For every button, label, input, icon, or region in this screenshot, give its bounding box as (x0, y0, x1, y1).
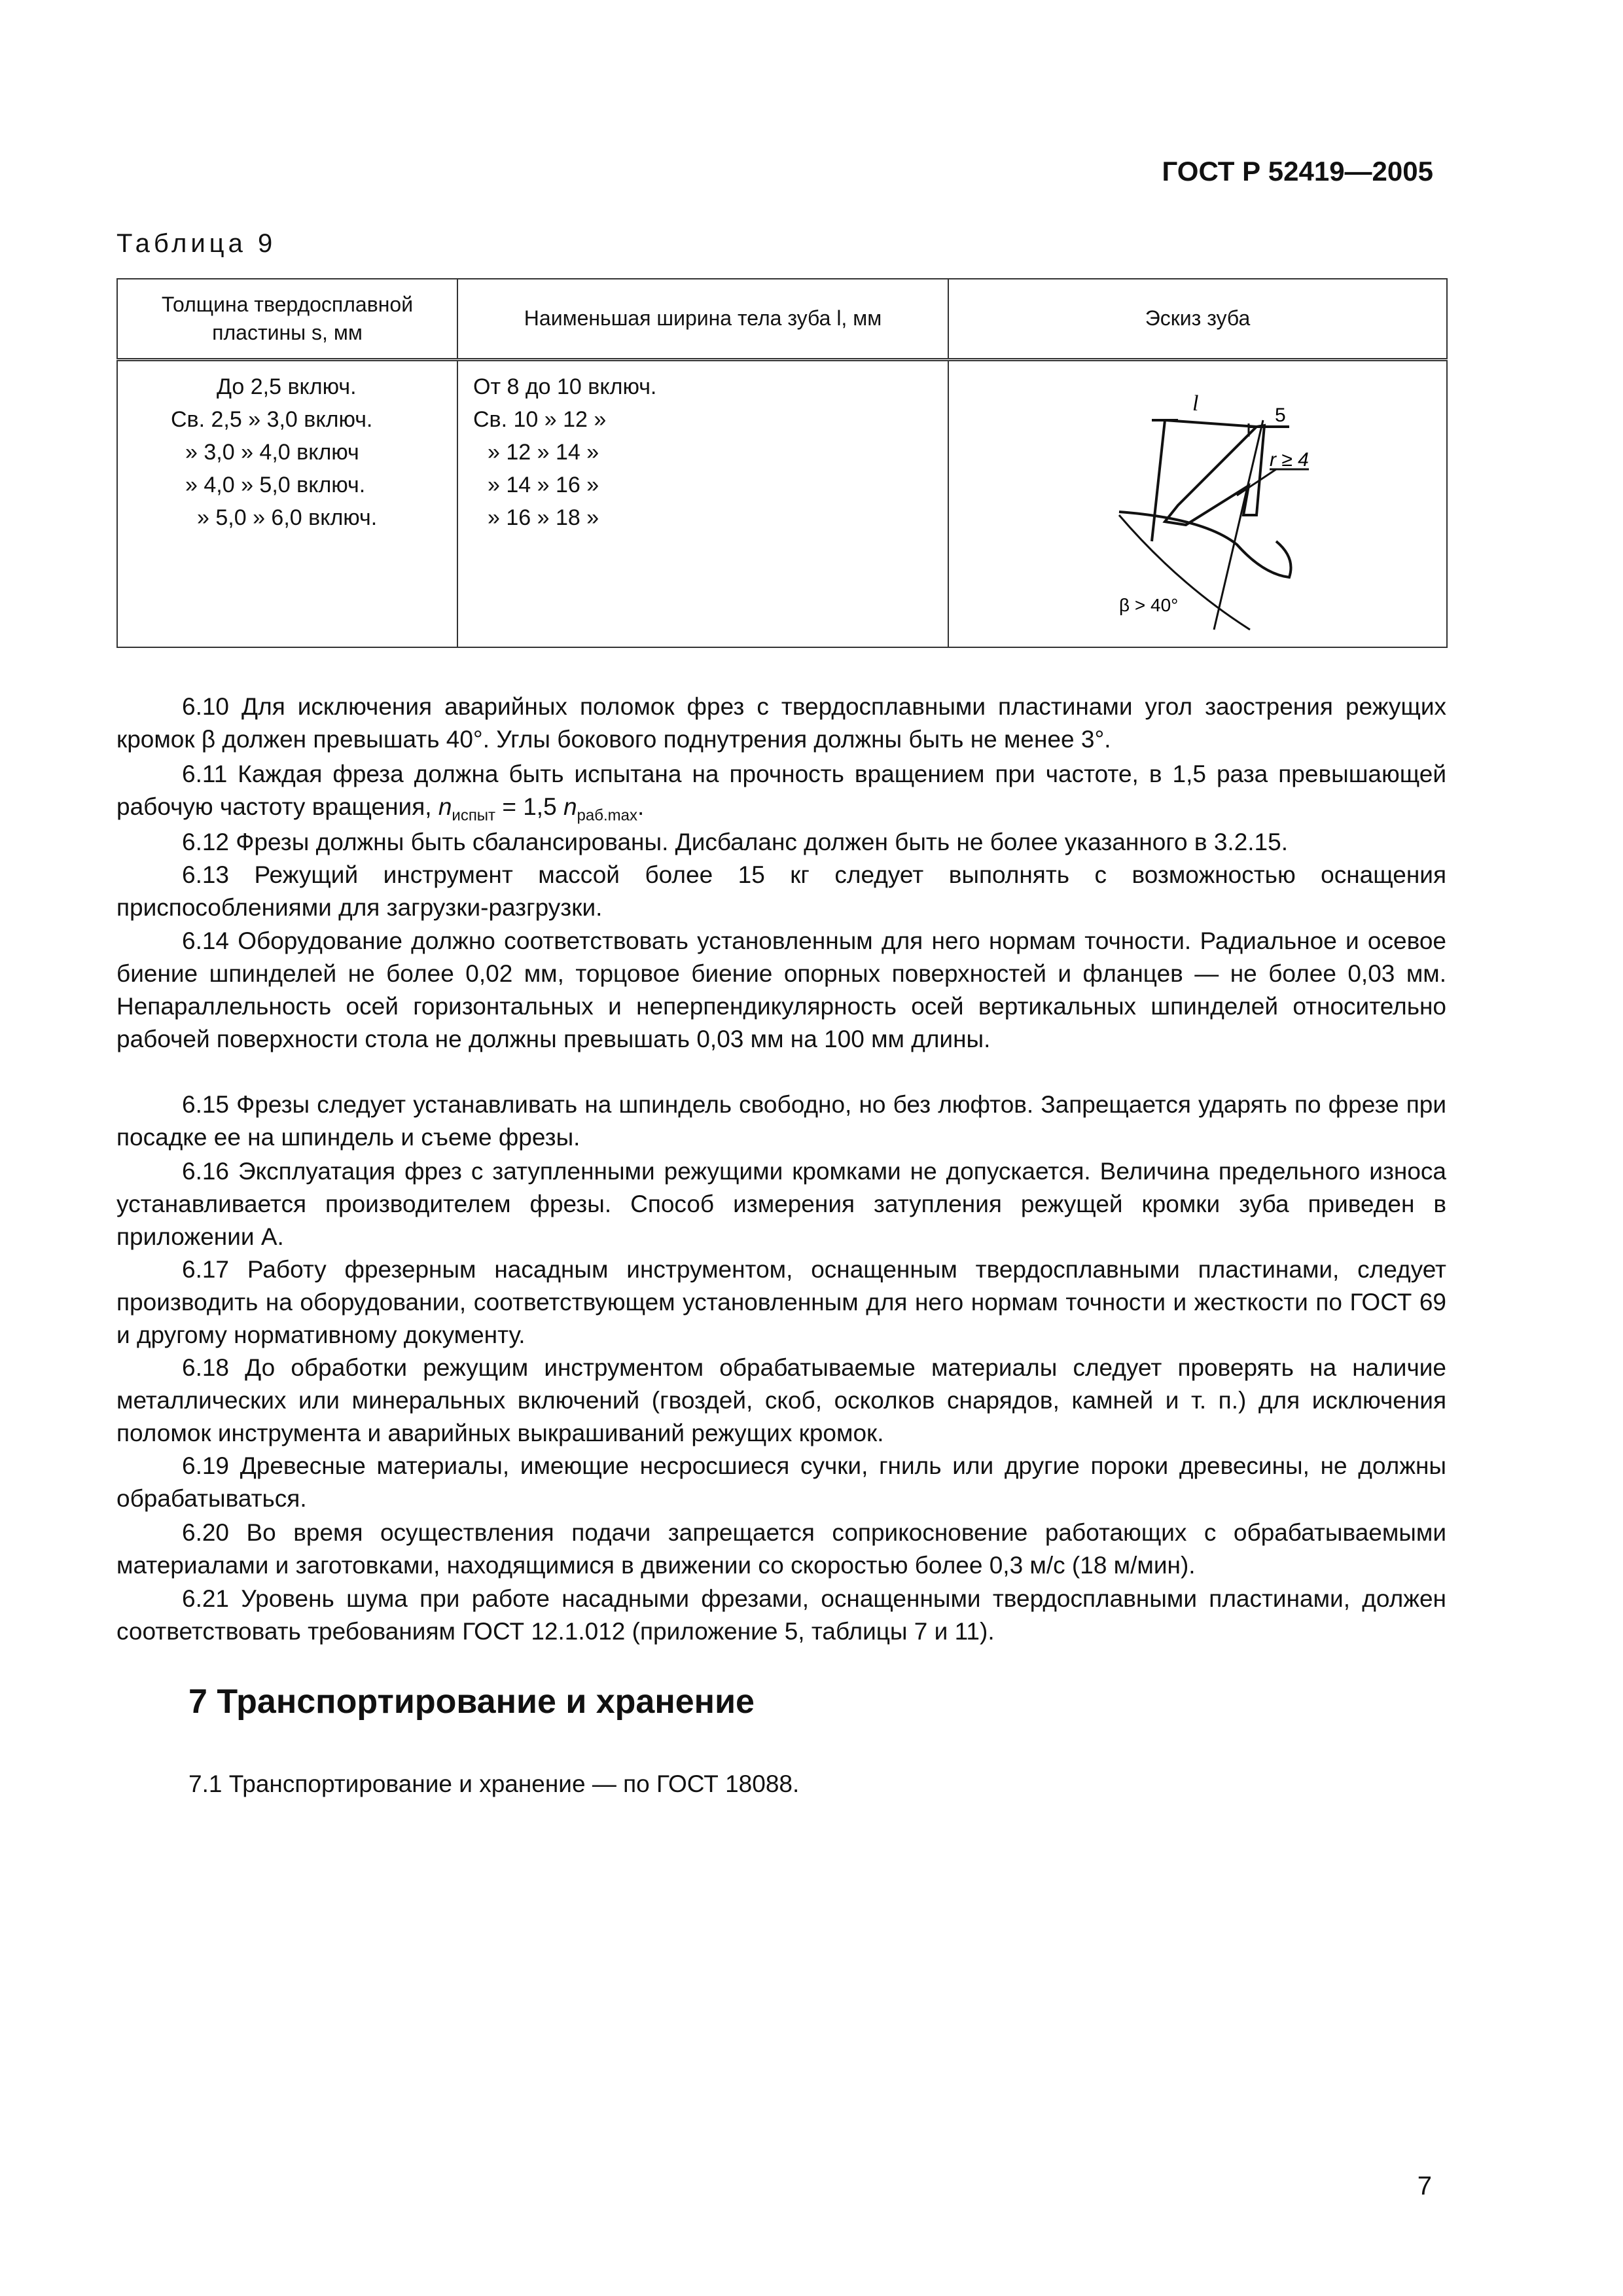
thickness-cell (117, 360, 457, 648)
thickness-row: Св. 2,5 » 3,0 включ. (171, 407, 373, 432)
n-symbol: n (438, 793, 452, 820)
thickness-row: До 2,5 включ. (217, 374, 357, 399)
table-caption: Таблица 9 (116, 229, 277, 258)
width-row: Св. 10 » 12 » (473, 407, 607, 432)
header-width: Наименьшая ширина тела зуба l, мм (457, 279, 948, 360)
page-number: 7 (1417, 2172, 1432, 2200)
dimension-l-label: l (1192, 391, 1199, 416)
equation-end: . (637, 793, 645, 820)
width-row: » 16 » 18 » (488, 505, 599, 530)
width-row: » 12 » 14 » (488, 440, 599, 465)
width-cell (457, 360, 948, 648)
document-code: ГОСТ Р 52419—2005 (1162, 156, 1433, 187)
paragraph-6-19: 6.19 Древесные материалы, имеющие несросшиеся сучки, гниль или другие пороки древесины, не должны обрабатываться. (116, 1452, 1446, 1512)
paragraph-6-10: 6.10 Для исключения аварийных поломок фрез с твердосплавными пластинами угол заострения режущих кромок β должен превышать 40°. Углы бокового поднутрения должны быть не менее 3°. (116, 693, 1446, 753)
paragraph-6-11 (116, 758, 1446, 832)
sketch-cell (948, 360, 1447, 648)
paragraph-7-1: 7.1 Транспортирование и хранение — по ГОСТ 18088. (188, 1770, 800, 1797)
n-symbol-2: n (563, 793, 577, 820)
section-7-title: 7 Транспортирование и хранение (188, 1683, 755, 1721)
paragraph-6-12: 6.12 Фрезы должны быть сбалансированы. Дисбаланс должен быть не более указанного в 3.2.15. (182, 829, 1288, 855)
table-header-row (117, 279, 1447, 360)
paragraph-6-21: 6.21 Уровень шума при работе насадными фрезами, оснащенными твердосплавными пластинами, должен соответствовать требованиям ГОСТ 12.1.012 (приложение 5, таблицы 7 и 11). (116, 1585, 1446, 1645)
tooth-sketch (1080, 374, 1342, 643)
equation-part: = 1,5 (495, 793, 563, 820)
angle-label: β > 40° (1119, 595, 1179, 615)
paragraph-6-16: 6.16 Эксплуатация фрез с затупленными режущими кромками не допускается. Величина предельного износа устанавливается производителем фрезы. Способ измерения затупления режущей кромки зуба приведен в приложении А. (116, 1158, 1446, 1250)
table-body-row (117, 360, 1447, 648)
thickness-row: » 3,0 » 4,0 включ (185, 440, 359, 465)
table-9 (116, 278, 1448, 648)
paragraph-6-15: 6.15 Фрезы следует устанавливать на шпиндель свободно, но без люфтов. Запрещается ударять по фрезе при посадке ее на шпиндель и съеме фрезы. (116, 1091, 1446, 1151)
width-row: От 8 до 10 включ. (473, 374, 657, 399)
header-thickness: Толщина твердосплавной пластины s, мм (117, 279, 457, 360)
dimension-5-label: 5 (1275, 404, 1286, 426)
paragraph-6-13: 6.13 Режущий инструмент массой более 15 кг следует выполнять с возможностью оснащения приспособлениями для загрузки-разгрузки. (116, 861, 1446, 921)
n-sub-work: раб.max (577, 806, 637, 825)
header-sketch: Эскиз зуба (948, 279, 1447, 360)
paragraph-6-18: 6.18 До обработки режущим инструментом обрабатываемые материалы следует проверять на наличие металлических или минеральных включений (гвоздей, скоб, осколков снарядов, камней и т. п.) для исключения поломок инструмента и аварийных выкрашиваний режущих кромок. (116, 1354, 1446, 1446)
n-sub-test: испыт (452, 806, 496, 825)
width-row: » 14 » 16 » (488, 473, 599, 497)
paragraph-6-14: 6.14 Оборудование должно соответствовать установленным для него нормам точности. Радиальное и осевое биение шпинделей не более 0,02 мм, торцовое биение опорных поверхностей и фланцев — не более 0,03 мм. Непараллельность осей горизонтальных и неперпендикулярность осей вертикальных шпинделей относительно рабочей поверхности стола не должны превышать 0,03 мм на 100 мм длины. (116, 927, 1446, 1052)
paragraph-6-20: 6.20 Во время осуществления подачи запрещается соприкосновение работающих с обрабатываемыми материалами и заготовками, находящимися в движении со скоростью более 0,3 м/с (18 м/мин). (116, 1519, 1446, 1579)
thickness-row: » 5,0 » 6,0 включ. (197, 505, 378, 530)
paragraph-6-11-text: 6.11 Каждая фреза должна быть испытана на прочность вращением при частоте, в 1,5 раза превышающей рабочую частоту вращения, (116, 761, 1446, 820)
thickness-row: » 4,0 » 5,0 включ. (185, 473, 366, 497)
radius-label: r ≥ 4 (1270, 449, 1309, 471)
paragraph-6-17: 6.17 Работу фрезерным насадным инструментом, оснащенным твердосплавными пластинами, следует производить на оборудовании, соответствующем установленным для него нормам точности и жесткости по ГОСТ 69 и другому нормативному документу. (116, 1256, 1446, 1348)
